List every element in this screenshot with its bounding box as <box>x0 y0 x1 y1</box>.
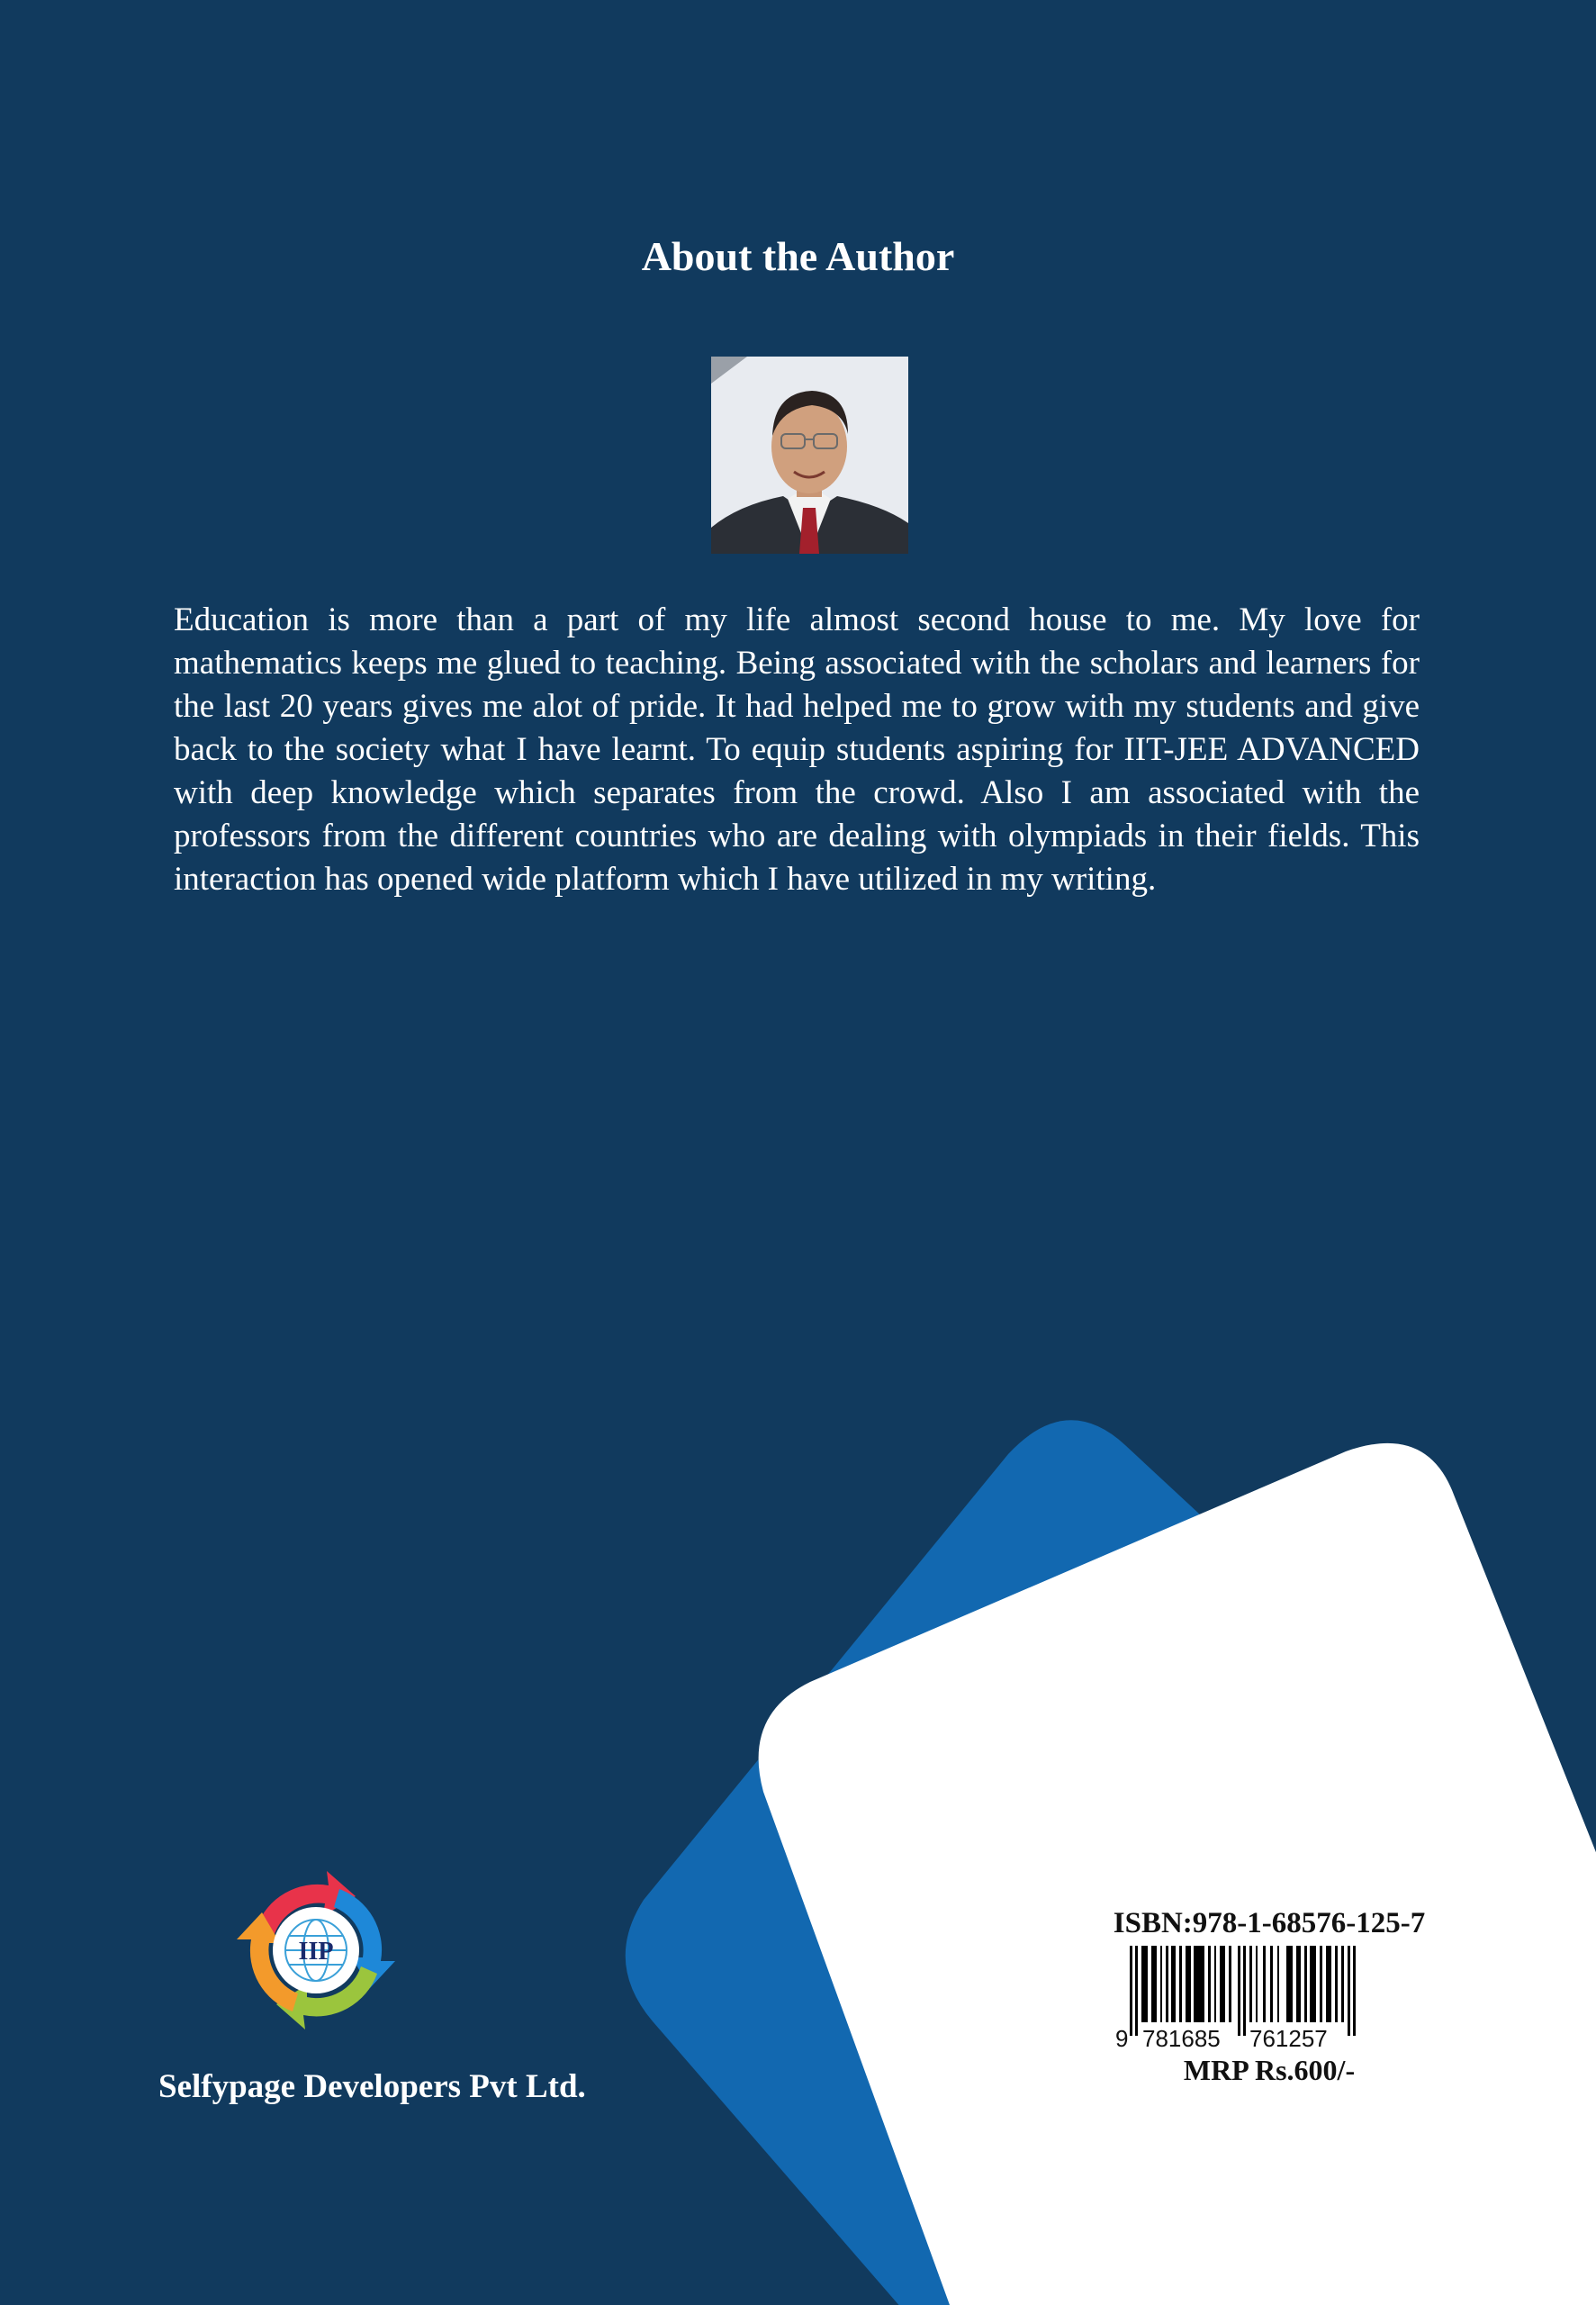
author-photo <box>711 357 908 554</box>
publisher-name: Selfypage Developers Pvt Ltd. <box>158 2068 586 2105</box>
svg-text:781685: 781685 <box>1142 2025 1221 2052</box>
svg-text:9: 9 <box>1115 2025 1129 2052</box>
isbn-barcode-block <box>1098 1907 1440 2087</box>
publisher-logo <box>230 1864 402 2037</box>
isbn-label: ISBN:978-1-68576-125-7 <box>1113 1907 1426 1939</box>
svg-text:761257: 761257 <box>1249 2025 1328 2052</box>
barcode-icon <box>1112 1946 1427 2054</box>
page-title: About the Author <box>641 233 955 279</box>
price-label: MRP Rs.600/- <box>1183 2054 1356 2086</box>
svg-text:IIP: IIP <box>298 1938 334 1966</box>
author-bio: Education is more than a part of my life almost second house to me. My love for mathematics keeps me glued to teaching. Being associated with the scholars and learners for the last 20 years gives me alot of pride. It had helped me to grow with my students and give back to the society what I have learnt. To equip students aspiring for IIT-JEE ADVANCED with deep knowledge which separates from the crowd. Also I am associated with the professors from the different countries who are dealing with olympiads in their fields. This interaction has opened wide platform which I have utilized in my writing. <box>174 601 1420 898</box>
portrait-image <box>711 357 908 554</box>
